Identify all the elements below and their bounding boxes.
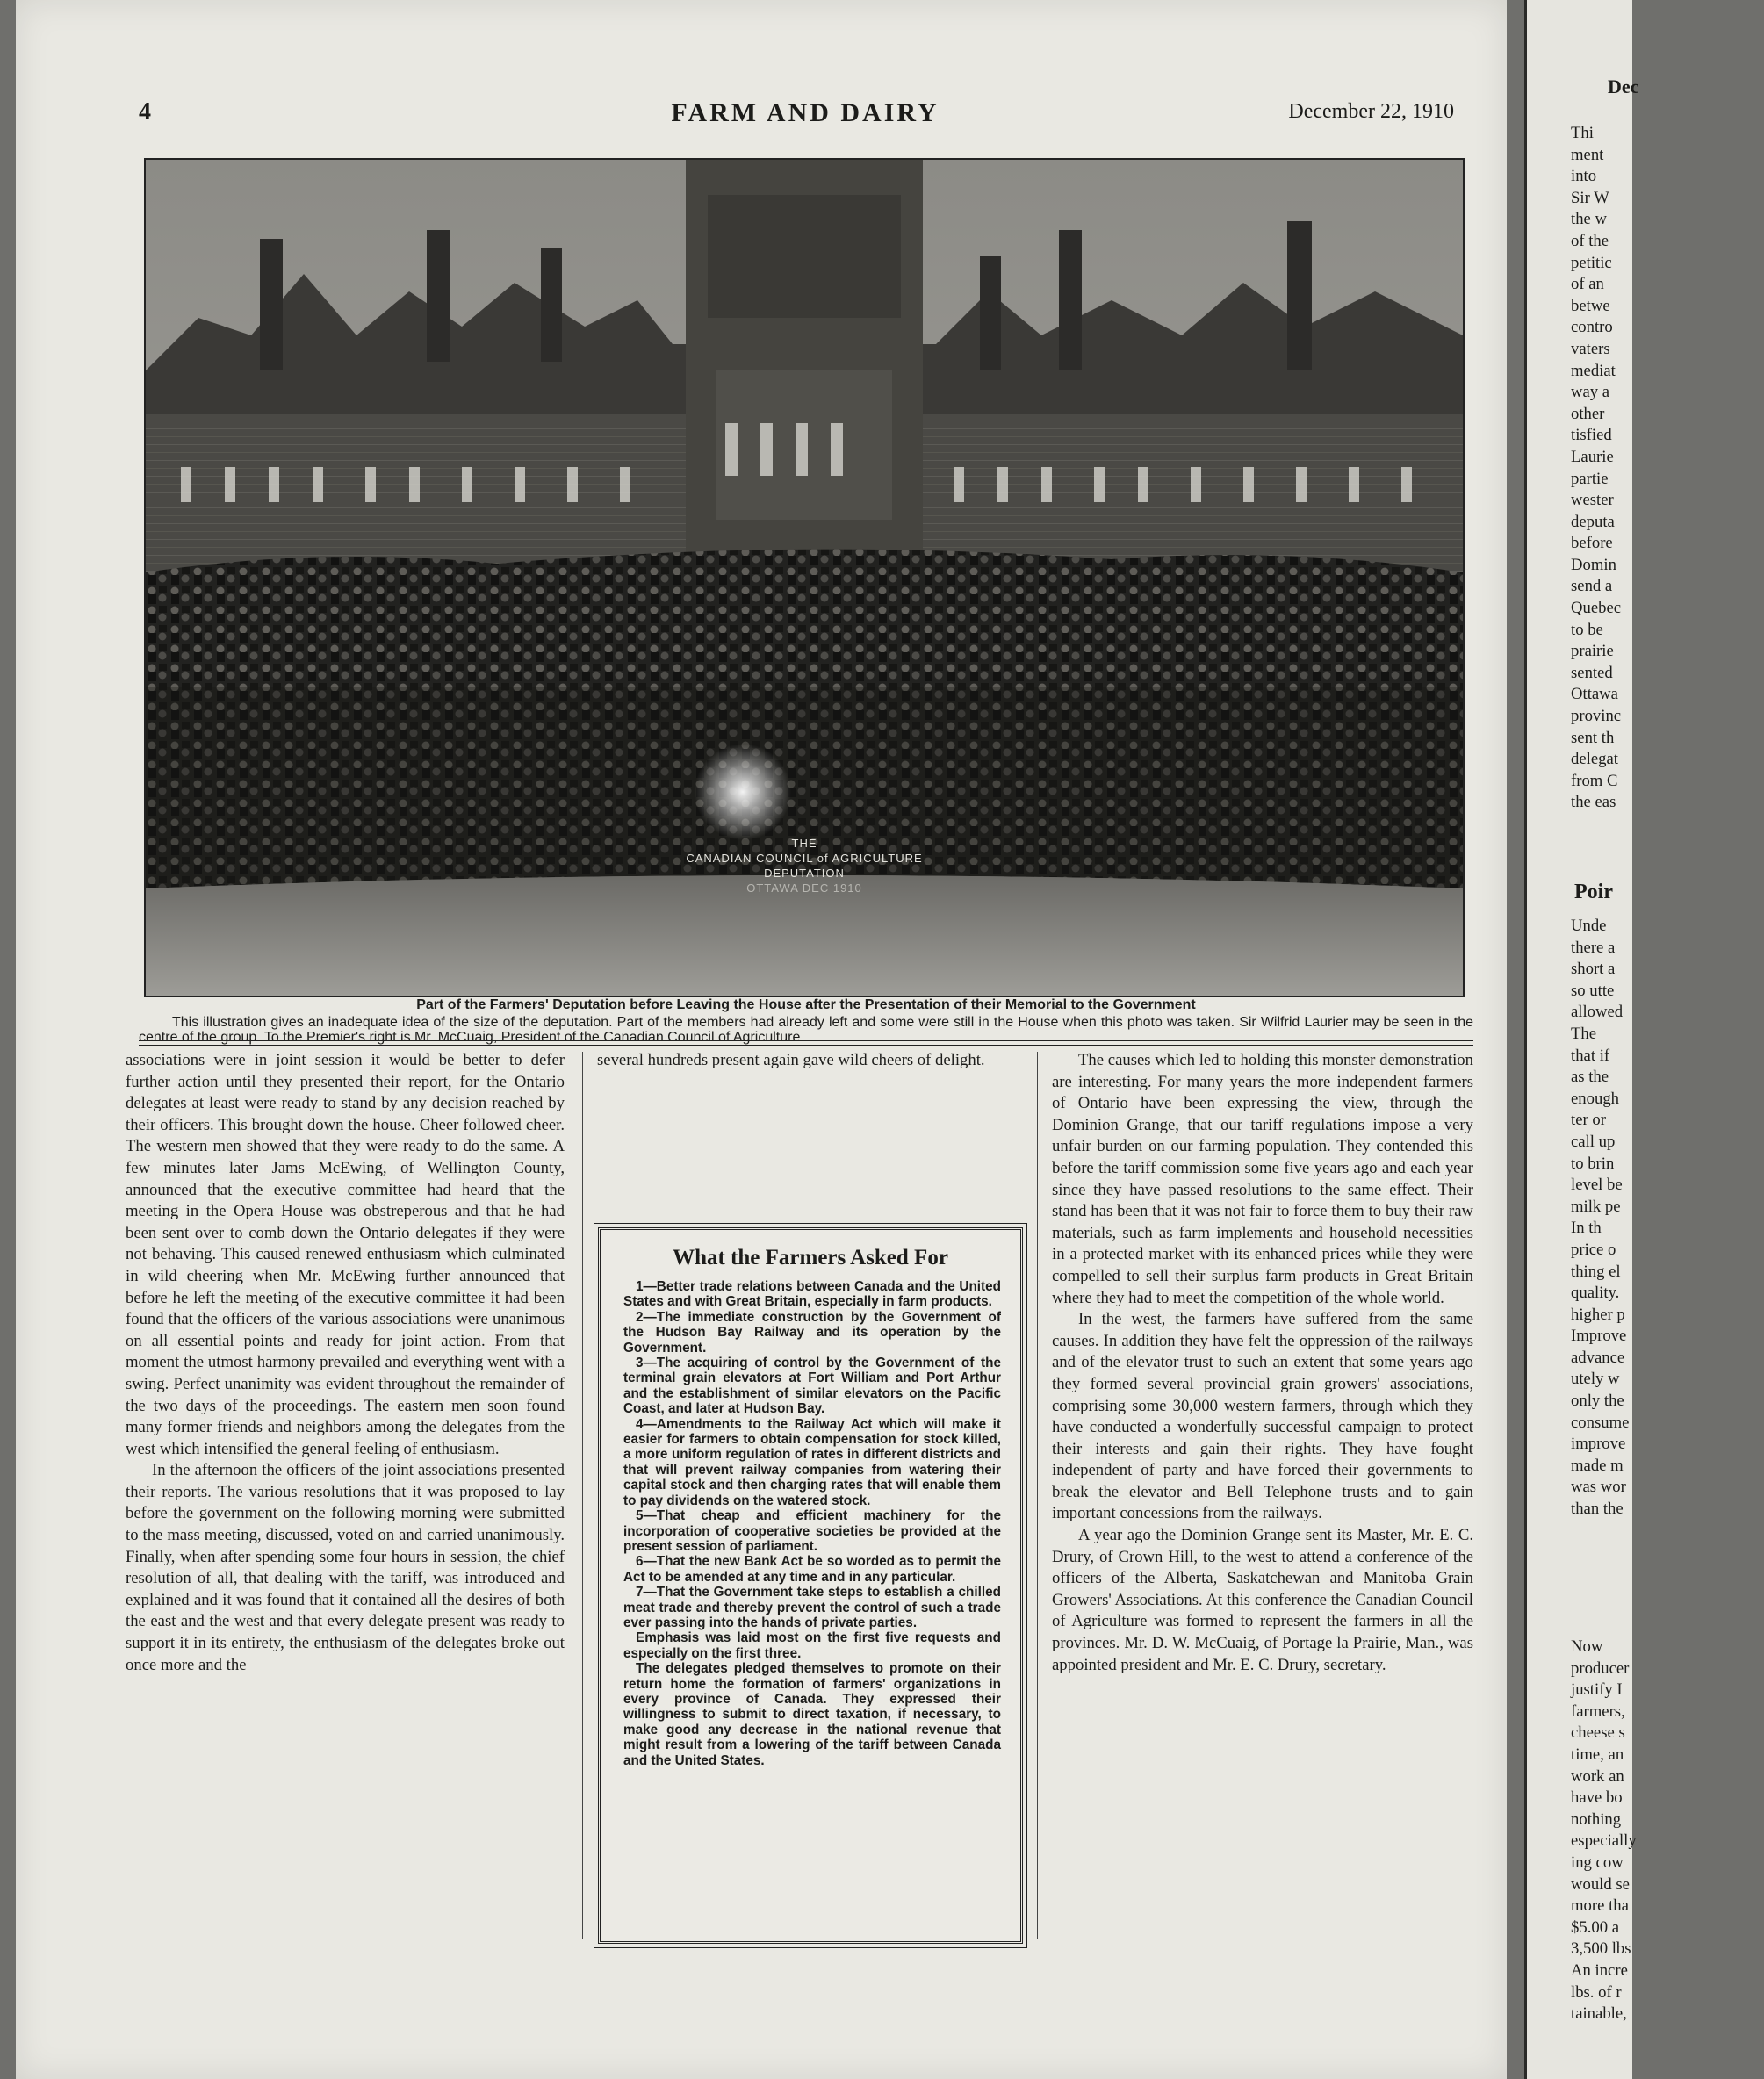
deputation-photograph: [144, 158, 1465, 997]
adjacent-text-line: Unde: [1571, 917, 1607, 935]
demand-item: 3—The acquiring of control by the Government of the terminal grain elevators at Fort William and Port Arthur and the establishment of similar elevators on the Pacific Coast, and later at Hudson Bay.: [623, 1356, 1001, 1417]
newspaper-page: [16, 0, 1507, 2079]
adjacent-text-line: higher p: [1571, 1305, 1625, 1324]
adjacent-text-line: made m: [1571, 1456, 1624, 1475]
article-paragraph: A year ago the Dominion Grange sent its Master, Mr. E. C. Drury, of Crown Hill, to the west to attend a conference of the officers of the Alberta, Saskatchewan and Manitoba Grain Growers' Associations. At this conference the Canadian Council of Agriculture was formed to represent the farmers in all the provinces. Mr. D. W. McCuaig, of Portage la Prairie, Man., was appointed president and Mr. E. C. Drury, secretary.: [1052, 1526, 1473, 1674]
adjacent-text-line: way a: [1571, 383, 1610, 402]
demand-item: 5—That cheap and efficient machinery for the incorporation of cooperative societies be provided at the present session of parliament.: [623, 1508, 1001, 1554]
adjacent-text-line: cheese s: [1571, 1723, 1625, 1743]
adjacent-text-line: the eas: [1571, 793, 1616, 812]
adjacent-text-line: deputa: [1571, 512, 1615, 531]
adjacent-text-line: sented: [1571, 663, 1613, 682]
column-divider: [582, 1052, 583, 1939]
demand-note: Emphasis was laid most on the first five requests and especially on the first three.: [623, 1630, 1001, 1661]
demand-item: 7—That the Government take steps to establish a chilled meat trade and thereby prevent the control of such a trade ever passing into the hands of private parties.: [623, 1585, 1001, 1630]
inscription-line: THE: [791, 837, 817, 850]
caption-text: This illustration gives an inadequate idea of the size of the deputation. Part of the members had already left and some were still in the House when this photo was taken. Sir Wilfrid Laurier may be seen in the centre of the group. To the Premier's right is Mr. McCuaig, President of the Canadian Council of Agriculture.: [139, 1015, 1473, 1045]
adjacent-text-line: $5.00 a: [1571, 1917, 1620, 1937]
article-paragraph: In the afternoon the officers of the joint associations presented their reports. The various resolutions that it was proposed to lay before the government on the following morning were submitted to the mass meeting, discussed, voted on and carried unanimously. Finally, when after spending some four hours in session, the chief resolution of all, that dealing with the tariff, was introduced and explained and it was found that it contained all the desires of both the east and the west and that every delegate present was ready to support it in its entirety, the enthusiasm of the delegates broke out once more and the: [126, 1461, 565, 1674]
page-header: [139, 98, 1472, 133]
adjacent-text-line: The: [1571, 1024, 1597, 1043]
demands-box: [598, 1227, 1023, 1944]
adjacent-text-line: mediat: [1571, 361, 1616, 380]
adjacent-text-line: 3,500 lbs: [1571, 1939, 1631, 1959]
adjacent-text-line: Quebec: [1571, 599, 1622, 618]
adjacent-text-line: provinc: [1571, 707, 1622, 726]
adjacent-text-line: would se: [1571, 1874, 1630, 1894]
article-paragraph: The causes which led to holding this monster demonstration are interesting. For many years the more independent farmers of Ontario have been expressing the view, through the Dominion Grange, that our tariff regulations impose a very unfair burden on our farming population. They contended this before the tariff commission some five years ago and each year since they have passed resolutions to the same effect. Their stand has been that it was not fair to force them to buy their raw materials, such as farm implements and household necessities in a protected market with its enhanced prices while they were compelled to sell their surplus farm products in Great Britain where they had to meet the competition of the whole world.: [1052, 1051, 1473, 1307]
photo-caption: [139, 997, 1473, 1045]
adjacent-text-line: allowed: [1571, 1003, 1624, 1022]
adjacent-text-line: sent th: [1571, 728, 1615, 747]
adjacent-text-line: Laurie: [1571, 447, 1614, 466]
adjacent-text-line: to be: [1571, 620, 1603, 639]
adjacent-text-line: utely w: [1571, 1370, 1620, 1389]
adjacent-text-line: the w: [1571, 210, 1607, 229]
adjacent-text-line: into: [1571, 167, 1597, 186]
adjacent-text-line: lbs. of r: [1571, 1982, 1622, 2002]
issue-date: December 22, 1910: [1288, 100, 1454, 123]
adjacent-text-line: producer: [1571, 1658, 1630, 1678]
demand-item: 4—Amendments to the Railway Act which will make it easier for farmers to obtain compensation for stock killed, a more uniform regulation of rates in different districts and that will prevent railway companies from watering their capital stock and then charging rates that will enable them to pay dividends on the watered stock.: [623, 1416, 1001, 1508]
adjacent-text-line: delegat: [1571, 750, 1618, 769]
adjacent-text-line: farmers,: [1571, 1701, 1625, 1721]
adjacent-text-line: level be: [1571, 1176, 1623, 1195]
adjacent-text-line: milk pe: [1571, 1197, 1621, 1216]
adjacent-column-text: [1571, 916, 1764, 1521]
adjacent-text-line: send a: [1571, 577, 1613, 596]
adjacent-text-line: ter or: [1571, 1111, 1606, 1130]
page-number: 4: [139, 98, 151, 126]
adjacent-text-line: Domin: [1571, 555, 1616, 574]
inscription-line: CANADIAN COUNCIL of AGRICULTURE: [686, 852, 923, 865]
adjacent-text-line: only the: [1571, 1392, 1624, 1411]
box-body: [601, 1279, 1020, 1768]
adjacent-text-line: improve: [1571, 1435, 1626, 1454]
demand-note: The delegates pledged themselves to promote on their return home the formation of farmers' organizations in every province of Canada. They expressed their willingness to submit to direct taxation, if necessary, to make good any decrease in the national revenue that might result from a lowering of the tariff between Canada and the United States.: [623, 1661, 1001, 1768]
adjacent-text-line: so utte: [1571, 981, 1615, 1000]
adjacent-text-line: especially: [1571, 1831, 1637, 1851]
section-divider: [139, 1045, 1473, 1046]
photo-inscription: [673, 836, 936, 896]
adjacent-text-line: thing el: [1571, 1262, 1621, 1281]
adjacent-text-line: from C: [1571, 771, 1618, 790]
adjacent-text-line: enough: [1571, 1089, 1620, 1108]
article-column-2: [597, 1050, 1022, 1072]
inscription-line: DEPUTATION: [764, 867, 845, 880]
article-column-3: [1052, 1050, 1473, 1676]
adjacent-text-line: ing cow: [1571, 1852, 1624, 1872]
adjacent-text-line: that if: [1571, 1046, 1610, 1065]
article-paragraph: several hundreds present again gave wild cheers of delight.: [597, 1051, 985, 1069]
demand-item: 6—That the new Bank Act be so worded as to permit the Act to be amended at any time and in any particular.: [623, 1554, 1001, 1585]
adjacent-text-line: tisfied: [1571, 426, 1612, 445]
adjacent-text-line: Sir W: [1571, 188, 1609, 207]
adjacent-text-line: as the: [1571, 1068, 1609, 1087]
adjacent-text-line: of an: [1571, 275, 1604, 294]
adjacent-text-line: Thi: [1571, 124, 1594, 142]
adjacent-text-line: there a: [1571, 938, 1616, 957]
adjacent-text-line: justify I: [1571, 1680, 1623, 1700]
adjacent-text-line: vaters: [1571, 339, 1610, 358]
inscription-line: OTTAWA DEC 1910: [746, 881, 862, 895]
article-paragraph: In the west, the farmers have suffered from the same causes. In addition they have felt the oppression of the railways and of the elevator trust to such an extent that some years ago they formed several provincial grain growers' associations, comprising some 30,000 western farmers, through which they have conducted a wonderfully successful campaign to protect their interests and gain their rights. They have fought independent of party and have forced their governments to break the elevator and Bell Telephone trusts and to gain important concessions from the railways.: [1052, 1310, 1473, 1523]
article-column-1: [126, 1050, 565, 1676]
adjacent-text-line: advance: [1571, 1348, 1625, 1367]
adjacent-text-line: time, an: [1571, 1744, 1624, 1764]
adjacent-text-line: than the: [1571, 1500, 1624, 1519]
demand-item: 2—The immediate construction by the Government of the Hudson Bay Railway and its operation by the Government.: [623, 1309, 1001, 1356]
demand-item: 1—Better trade relations between Canada and the United States and with Great Britain, especially in farm products.: [623, 1279, 1001, 1310]
adjacent-page-edge: [1524, 0, 1639, 2079]
column-divider: [1037, 1052, 1038, 1939]
box-title: What the Farmers Asked For: [673, 1246, 948, 1270]
adjacent-text-line: of the: [1571, 231, 1609, 250]
adjacent-text-line: wester: [1571, 491, 1614, 510]
adjacent-subheading: Poir: [1574, 881, 1613, 903]
adjacent-text-line: betwe: [1571, 296, 1610, 315]
adjacent-text-line: nothing: [1571, 1809, 1622, 1829]
adjacent-text-line: quality.: [1571, 1284, 1620, 1303]
adjacent-text-line: Now: [1571, 1637, 1603, 1656]
adjacent-text-line: call up: [1571, 1132, 1616, 1151]
adjacent-text-line: partie: [1571, 469, 1609, 488]
adjacent-text-line: contro: [1571, 318, 1613, 337]
adjacent-text-line: Improve: [1571, 1327, 1627, 1346]
adjacent-text-line: other: [1571, 404, 1605, 423]
adjacent-text-line: work an: [1571, 1766, 1624, 1786]
adjacent-text-line: prairie: [1571, 642, 1614, 661]
adjacent-column-text: [1571, 1637, 1764, 2025]
adjacent-text-line: before: [1571, 534, 1613, 553]
adjacent-text-line: ment: [1571, 145, 1604, 164]
adjacent-text-line: short a: [1571, 960, 1616, 979]
adjacent-text-line: An incre: [1571, 1960, 1628, 1980]
adjacent-text-line: tainable,: [1571, 2004, 1627, 2024]
adjacent-text-line: In th: [1571, 1219, 1602, 1238]
masthead-title: FARM AND DAIRY: [671, 98, 940, 127]
caption-title: Part of the Farmers' Deputation before Leaving the House after the Presentation of their Memorial to the Government: [416, 997, 1196, 1012]
adjacent-text-line: petitic: [1571, 253, 1612, 272]
section-divider: [139, 1040, 1473, 1041]
adjacent-text-line: to brin: [1571, 1154, 1615, 1173]
adjacent-text-line: more tha: [1571, 1896, 1629, 1916]
adjacent-text-line: was wor: [1571, 1478, 1626, 1497]
adjacent-text-line: have bo: [1571, 1788, 1623, 1808]
adjacent-text-line: price o: [1571, 1240, 1616, 1259]
adjacent-column-text: [1571, 123, 1764, 814]
adjacent-text-line: Ottawa: [1571, 685, 1618, 704]
adjacent-text-line: consume: [1571, 1413, 1630, 1432]
adjacent-page-header: Dec: [1608, 76, 1639, 97]
article-paragraph: associations were in joint session it would be better to defer further action until they presented their report, for the Ontario delegates at least were ready to stand by any decision reached by their officers. This brought down the house. Cheer followed cheer. The western men showed that they were ready to do the same. A few minutes later Jams McEwing, of Wellington County, announced that the executive committee had heard that the meeting in the Opera House was obstreperous and that he had been sent over to comb down the Ontario delegates if they were not behaving. This caused renewed enthusiasm which culminated in wild cheering when Mr. McEwing further announced that before he left the meeting of the executive committee it had been found that the officers of the various associations were unanimous on all essential points and ready for joint action. From that moment the utmost harmony prevailed and everything went with a swing. Perfect unanimity was evident throughout the remainder of the two days of the proceedings. The eastern men soon found many former friends and neighbors among the delegates from the west which intensified the general feeling of enthusiasm.: [126, 1051, 565, 1458]
